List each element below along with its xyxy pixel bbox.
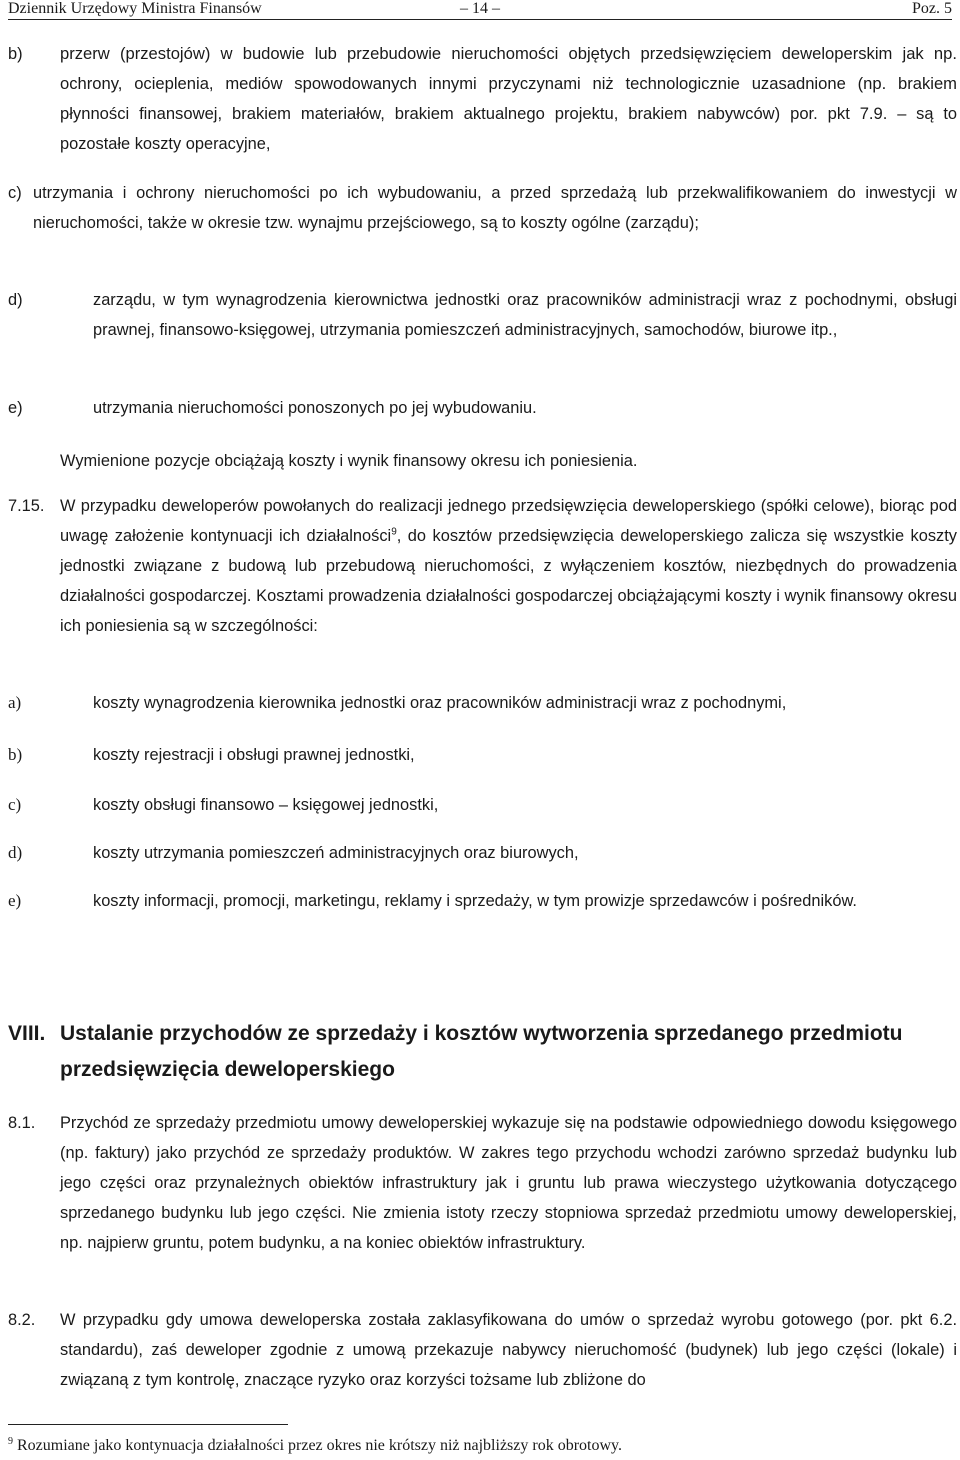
cost-item-e: koszty informacji, promocji, marketingu, reklamy i sprzedaży, w tym prowizje sprzedawców i pośredników. <box>93 892 857 910</box>
list-marker-c: c) <box>8 184 22 202</box>
list-item-c-text: utrzymania i ochrony nieruchomości po ich wybudowaniu, a przed sprzedażą lub przekwalifikowaniem do inwestycji w nieruchomości, także w okresie tzw. wynajmu przejściowego, są to koszty ogólne (zarządu); <box>33 184 957 232</box>
section-number-7-15: 7.15. <box>8 497 45 515</box>
section-7-15-text-a: W przypadku deweloperów powołanych do realizacji jednego przedsięwzięcia deweloperskiego (spółki celowe), biorąc pod uwagę założenie kontynuacji ich działalności <box>60 497 957 545</box>
cost-marker-c: c) <box>8 795 22 814</box>
section-number-8-2: 8.2. <box>8 1311 36 1329</box>
journal-title: Dziennik Urzędowy Ministra Finansów <box>8 0 262 17</box>
list-item-c <box>33 178 957 238</box>
list-item-b-text: przerw (przestojów) w budowie lub przebudowie nieruchomości objętych przedsięwzięciem deweloperskim jak np. ochrony, ocieplenia, mediów spowodowanych innymi przyczynami niż technologicznie uzasadnione (np. brakiem płynności finansowej, brakiem materiałów, brakiem aktualnego projektu, brakiem nabywców) por. pkt 7.9. <box>60 44 957 123</box>
cost-marker-e: e) <box>8 891 22 910</box>
position-number: Poz. 5 <box>912 0 952 17</box>
footnote-text: Rozumiane jako kontynuacja działalności przez okres nie krótszy niż najbliższy rok obrotowy. <box>17 1437 622 1454</box>
chapter-number: VIII. <box>8 1022 46 1045</box>
section-number-8-1: 8.1. <box>8 1114 36 1132</box>
section-7-15-text <box>60 491 957 641</box>
footnote-divider <box>8 1424 288 1425</box>
cost-marker-a: a) <box>8 693 22 712</box>
cost-item-a: koszty wynagrodzenia kierownika jednostki oraz pracowników administracji wraz z pochodnymi, <box>93 694 787 712</box>
footnote <box>8 1436 948 1456</box>
cost-item-d: koszty utrzymania pomieszczeń administracyjnych oraz biurowych, <box>93 844 579 862</box>
page-number: – 14 – <box>460 0 500 17</box>
chapter-title: Ustalanie przychodów ze sprzedaży i kosztów wytworzenia sprzedanego przedmiotu przedsięwzięcia deweloperskiego <box>60 1022 903 1081</box>
list-item-d-text: zarządu, w tym wynagrodzenia kierownictwa jednostki oraz pracowników administracji wraz z pochodnymi, obsługi prawnej, finansowo-księgowej, utrzymania pomieszczeń administracyjnych, samochodów, biurowe itp., <box>93 291 957 339</box>
list-item-e-text: utrzymania nieruchomości ponoszonych po jej wybudowaniu. <box>93 399 537 417</box>
section-8-1-text: Przychód ze sprzedaży przedmiotu umowy deweloperskiej wykazuje się na podstawie odpowiedniego dowodu księgowego (np. faktury) jako przychód ze sprzedaży produktów. W zakres tego przychodu wchodzi zarówno sprzedaż budynku lub jego części oraz przynależnych obiektów infrastruktury jak i gruntu lub prawa wieczystego użytkowania dotyczącego sprzedanego budynku lub jego części. Nie zmienia istoty rzeczy stopniowa sprzedaż przedmiotu umowy deweloperskiej, np. najpierw gruntu, potem budynku, a na koniec obiektów infrastruktury. <box>60 1114 957 1252</box>
page-header <box>8 0 952 20</box>
footnote-number: 9 <box>8 1435 13 1447</box>
cost-item-b: koszty rejestracji i obsługi prawnej jednostki, <box>93 746 415 764</box>
footnote-ref: 9 <box>391 526 397 538</box>
cost-item-c: koszty obsługi finansowo – księgowej jednostki, <box>93 796 439 814</box>
list-item-b <box>60 39 957 159</box>
list-item-d <box>93 285 957 345</box>
cost-marker-d: d) <box>8 843 23 862</box>
list-marker-b: b) <box>8 45 23 63</box>
list-marker-d: d) <box>8 291 23 309</box>
section-8-2-text: W przypadku gdy umowa deweloperska została zaklasyfikowana do umów o sprzedaż wyrobu gotowego (por. pkt 6.2. standardu), zaś deweloper zgodnie z umową przekazuje nabywcy nieruchomość (budynek) lub jego części (lokale) i związaną z tym kontrolę, znaczące ryzyko oraz korzyści tożsame lub zbliżone do <box>60 1311 957 1389</box>
cost-marker-b: b) <box>8 745 23 764</box>
list-marker-e: e) <box>8 399 23 417</box>
list-item-e <box>93 393 957 423</box>
section-7-15-text-b: , do kosztów przedsięwzięcia deweloperskiego zalicza się wszystkie koszty jednostki związane z budową lub przebudową nieruchomości, z wyłączeniem kosztów, niezbędnych do prowadzenia działalności gospodarczej. Kosztami prowadzenia działalności gospodarczej obciążającymi koszty i wynik finansowy okresu ich poniesienia są w szczególności: <box>60 527 958 635</box>
list-item-b-tail: – są to pozostałe koszty operacyjne, <box>60 105 957 153</box>
summary-paragraph: Wymienione pozycje obciążają koszty i wynik finansowy okresu ich poniesienia. <box>60 452 638 470</box>
